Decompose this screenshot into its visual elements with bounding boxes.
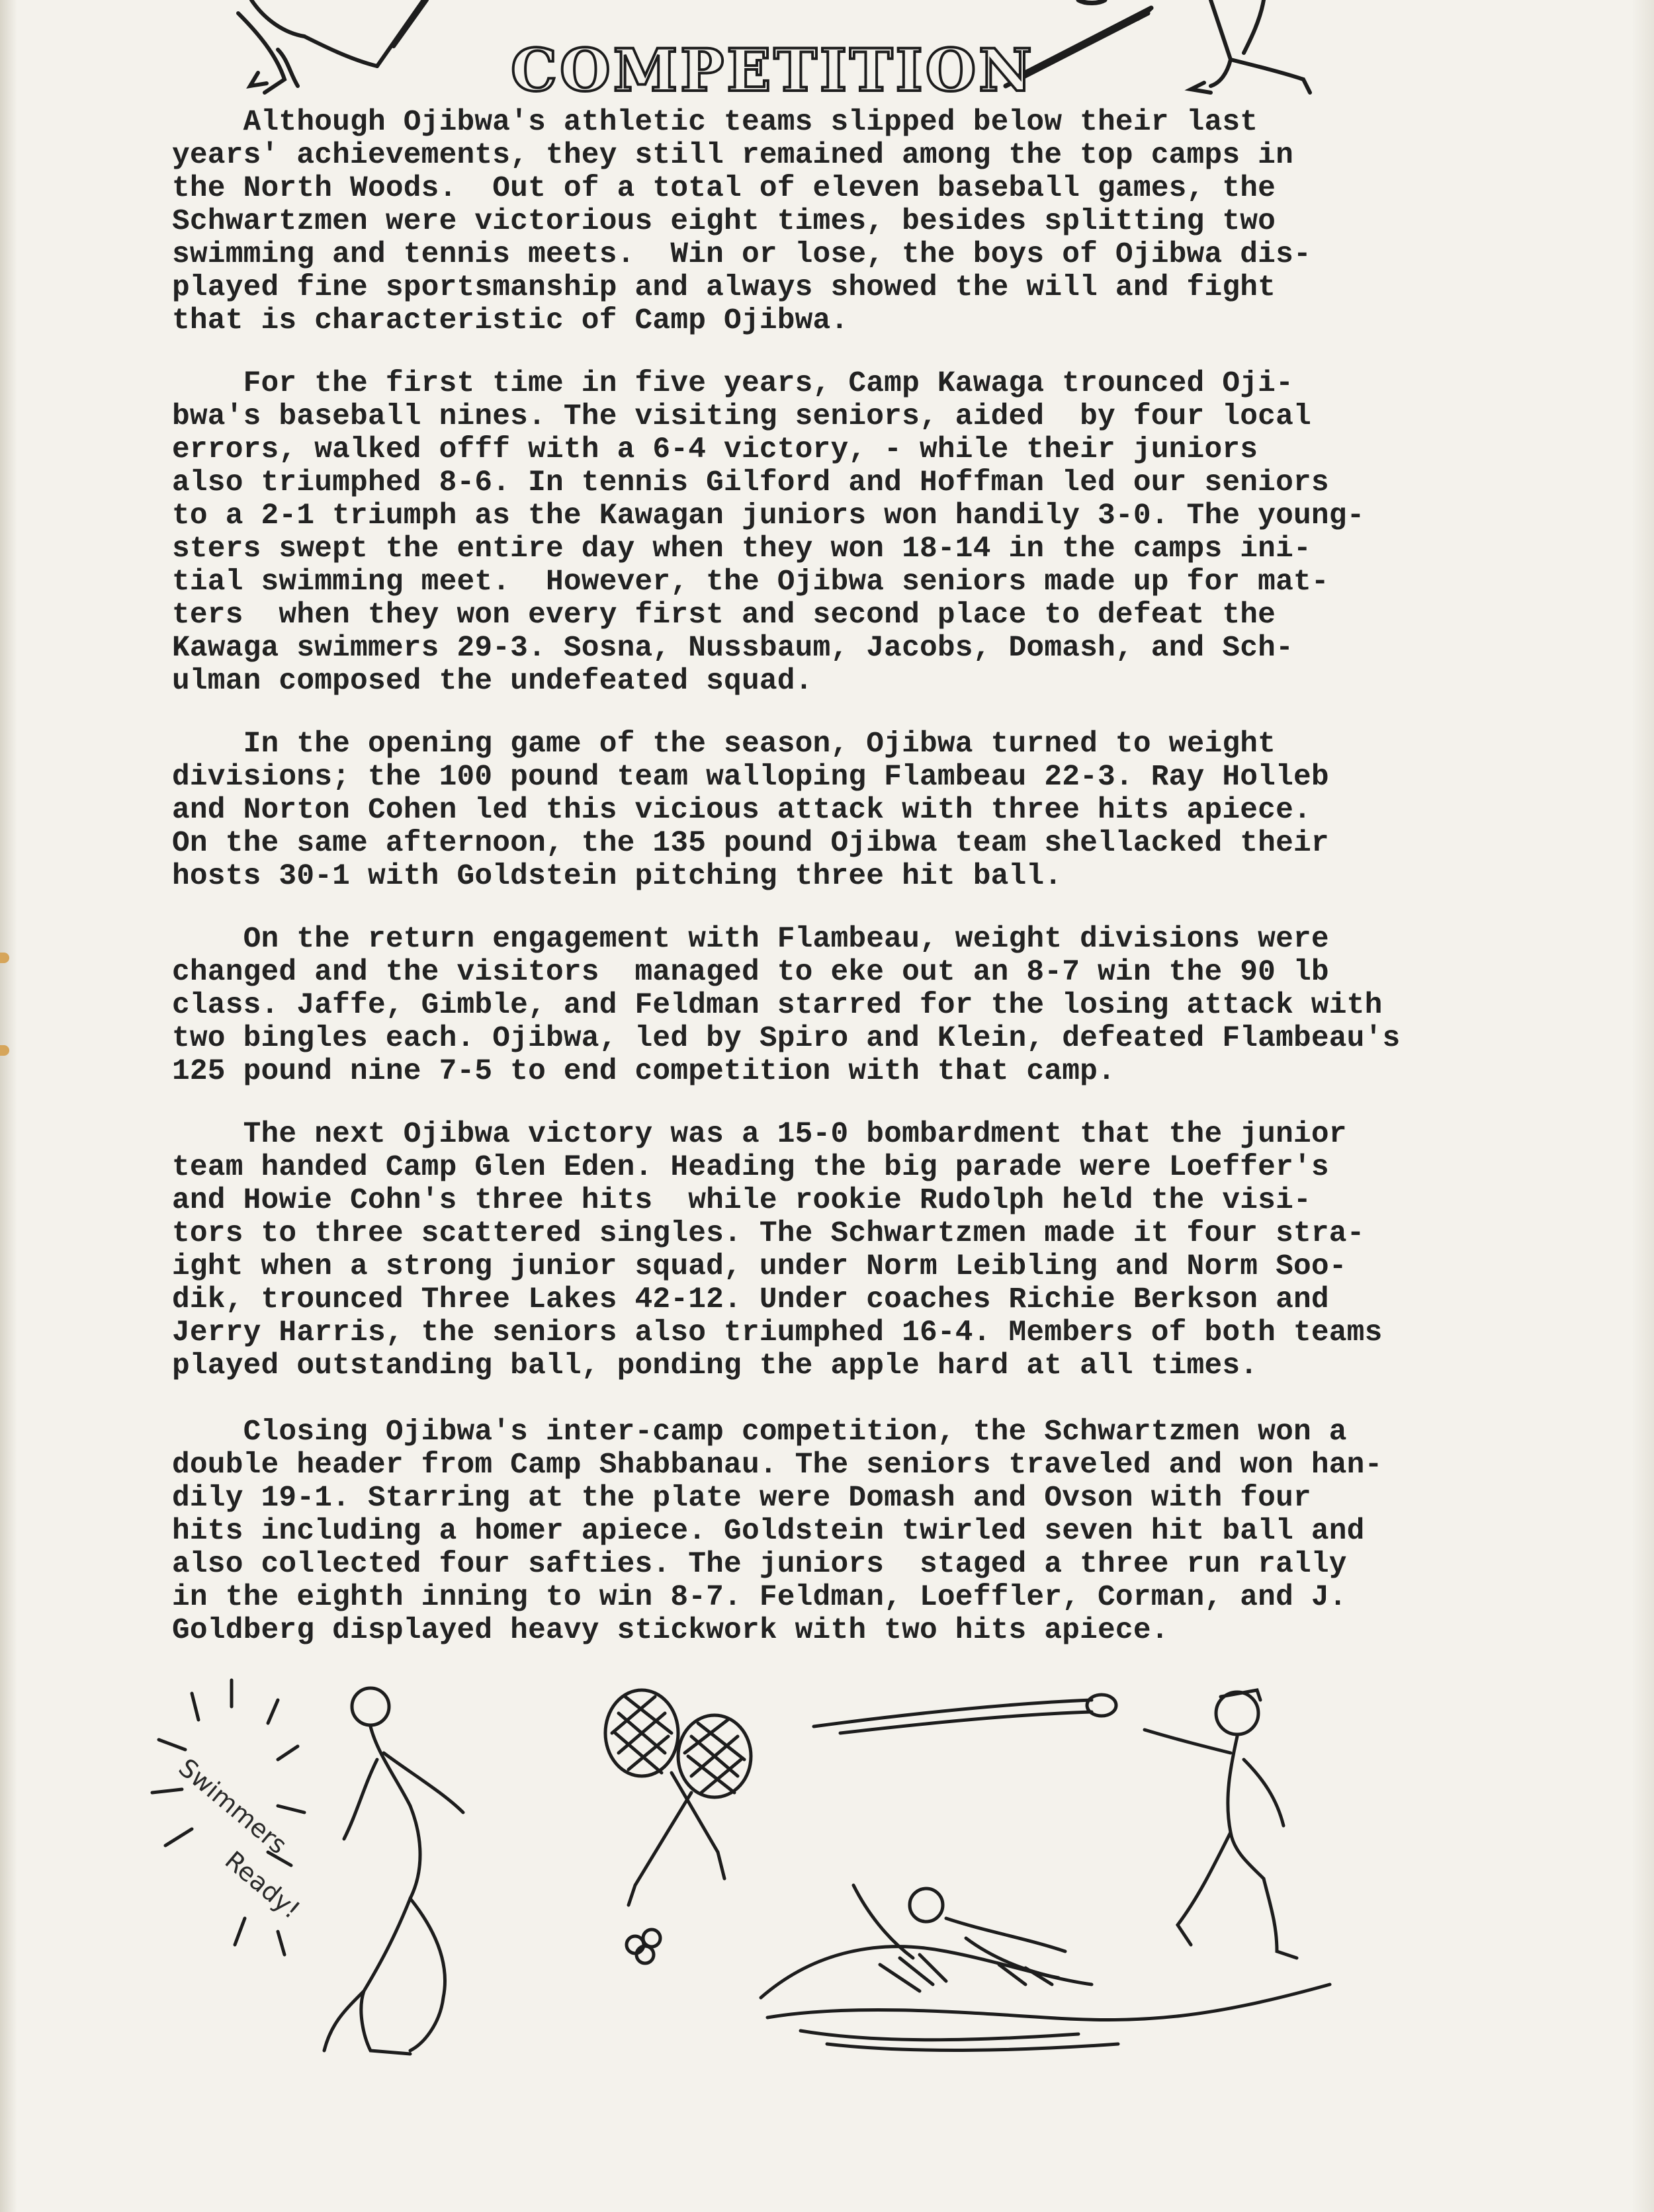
text-line: dily 19-1. Starring at the plate were Domash and Ovson with four <box>172 1482 1311 1515</box>
text-line: played outstanding ball, ponding the apple hard at all times. <box>172 1349 1258 1382</box>
text-line: 125 pound nine 7-5 to end competition with that camp. <box>172 1055 1115 1088</box>
text-line: sters swept the entire day when they won 18-14 in the camps ini- <box>172 532 1311 566</box>
text-line: errors, walked offf with a 6-4 victory, - while their juniors <box>172 433 1258 466</box>
text-line: bwa's baseball nines. The visiting seniors, aided by four local <box>172 400 1311 433</box>
text-line: also triumphed 8-6. In tennis Gilford and Hoffman led our seniors <box>172 466 1329 499</box>
text-line: hits including a homer apiece. Goldstein twirled seven hit ball and <box>172 1515 1365 1548</box>
top-right-player-illustration <box>1184 0 1356 99</box>
text-line: ight when a strong junior squad, under Norm Leibling and Norm Soo- <box>172 1250 1347 1283</box>
text-line: divisions; the 100 pound team walloping Flambeau 22-3. Ray Holleb <box>172 761 1329 794</box>
page-gutter-shadow <box>0 0 17 2212</box>
text-line: tors to three scattered singles. The Schwartzmen made it four stra- <box>172 1217 1365 1250</box>
text-line: hosts 30-1 with Goldstein pitching three hit ball. <box>172 860 1063 893</box>
text-line: team handed Camp Glen Eden. Heading the big parade were Loeffer's <box>172 1151 1329 1184</box>
ready-caption: Ready! <box>219 1846 306 1925</box>
text-line: In the opening game of the season, Ojibwa turned to weight <box>172 728 1276 761</box>
paragraph-6 <box>172 1416 1495 1647</box>
text-line: class. Jaffe, Gimble, and Feldman starred for the losing attack with <box>172 989 1383 1022</box>
text-line: dik, trounced Three Lakes 42-12. Under coaches Richie Berkson and <box>172 1283 1329 1316</box>
paragraph-1 <box>172 106 1495 337</box>
page-title: COMPETITION <box>511 36 1035 105</box>
text-line: in the eighth inning to win 8-7. Feldman, Loeffler, Corman, and J. <box>172 1581 1347 1614</box>
baseball-slide-illustration <box>748 1674 1343 2057</box>
page-right-edge <box>1632 0 1654 2212</box>
text-line: the North Woods. Out of a total of eleven baseball games, the <box>172 172 1276 205</box>
text-line: On the same afternoon, the 135 pound Ojibwa team shellacked their <box>172 827 1329 860</box>
text-line: Goldberg displayed heavy stickwork with two hits apiece. <box>172 1614 1169 1647</box>
text-line: and Norton Cohen led this vicious attack with three hits apiece. <box>172 794 1311 827</box>
swimmer-illustration <box>146 1680 516 2077</box>
text-line: tial swimming meet. However, the Ojibwa seniors made up for mat- <box>172 566 1329 599</box>
text-line: Although Ojibwa's athletic teams slipped below their last <box>172 106 1258 139</box>
text-line: two bingles each. Ojibwa, led by Spiro and Klein, defeated Flambeau's <box>172 1022 1401 1055</box>
text-line: For the first time in five years, Camp Kawaga trounced Oji- <box>172 367 1293 400</box>
text-line: Schwartzmen were victorious eight times, besides splitting two <box>172 205 1276 238</box>
text-line: ters when they won every first and second place to defeat the <box>172 599 1276 632</box>
swimmers-caption: Swimmers <box>173 1753 293 1860</box>
paragraph-2 <box>172 367 1495 698</box>
text-line: changed and the visitors managed to eke out an 8-7 win the 90 lb <box>172 956 1329 989</box>
text-line: The next Ojibwa victory was a 15-0 bombardment that the junior <box>172 1118 1347 1151</box>
text-line: played fine sportsmanship and always showed the will and fight <box>172 271 1276 304</box>
top-left-player-illustration <box>225 0 463 99</box>
paragraph-5 <box>172 1118 1495 1382</box>
paragraph-3 <box>172 728 1495 893</box>
text-line: ulman composed the undefeated squad. <box>172 665 813 698</box>
text-line: double header from Camp Shabbanau. The seniors traveled and won han- <box>172 1449 1383 1482</box>
text-line: Closing Ojibwa's inter-camp competition, the Schwartzmen won a <box>172 1416 1347 1449</box>
text-line: also collected four safties. The juniors staged a three run rally <box>172 1548 1347 1581</box>
tennis-rackets-illustration <box>595 1687 767 1984</box>
text-line: years' achievements, they still remained among the top camps in <box>172 139 1293 172</box>
text-line: Kawaga swimmers 29-3. Sosna, Nussbaum, Jacobs, Domash, and Sch- <box>172 632 1293 665</box>
text-line: On the return engagement with Flambeau, weight divisions were <box>172 923 1329 956</box>
text-line: swimming and tennis meets. Win or lose, the boys of Ojibwa dis- <box>172 238 1311 271</box>
text-line: that is characteristic of Camp Ojibwa. <box>172 304 849 337</box>
paragraph-4 <box>172 923 1495 1088</box>
text-line: and Howie Cohn's three hits while rookie Rudolph held the visi- <box>172 1184 1311 1217</box>
text-line: to a 2-1 triumph as the Kawagan juniors won handily 3-0. The young- <box>172 499 1365 532</box>
text-line: Jerry Harris, the seniors also triumphed 16-4. Members of both teams <box>172 1316 1383 1349</box>
